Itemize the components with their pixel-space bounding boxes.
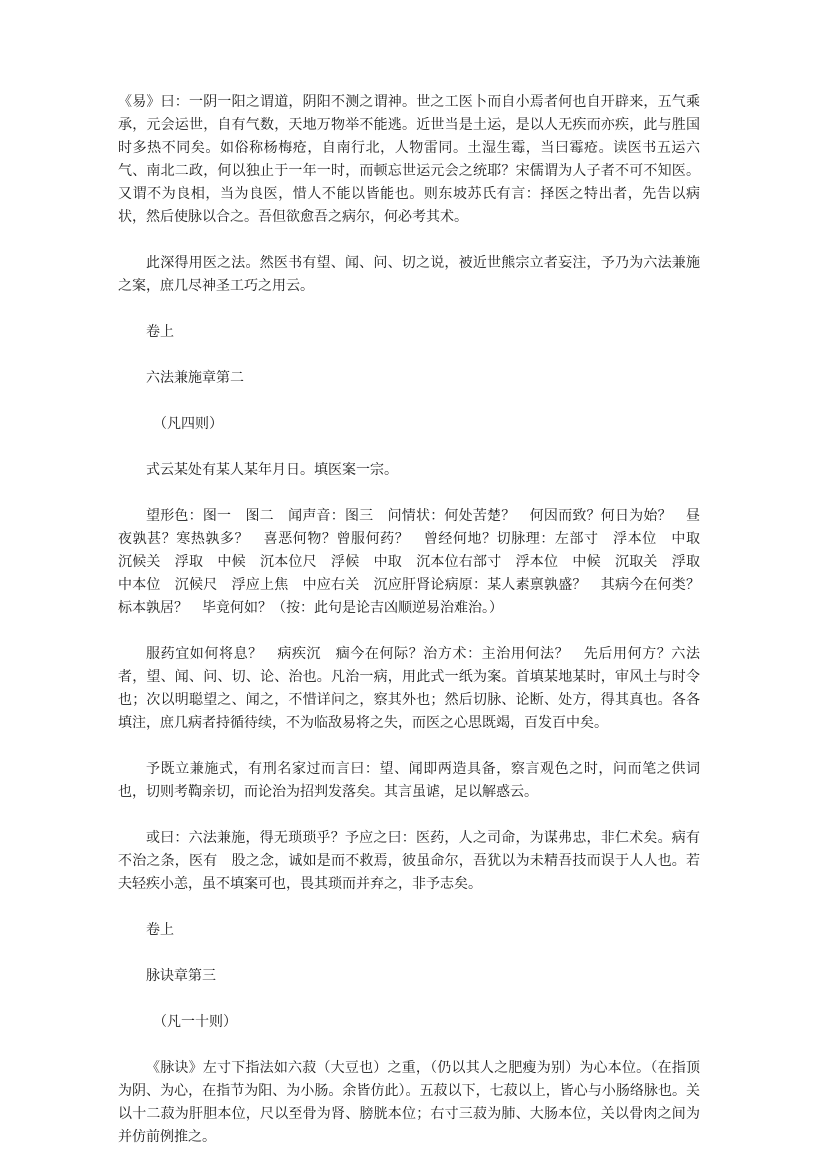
document-page	[118, 91, 714, 1172]
paragraph-dialogue: 或曰：六法兼施，得无琐琐乎？予应之曰：医药，人之司命，为谋弗忠，非仁术矣。病有不治之条，医有 股之念，诚如是而不救焉，彼虽命尔，吾犹以为未精吾技而误于人人也。若夫轻疾小恙，虽不填案可也，畏其琐而并弃之，非予志矣。	[118, 830, 700, 892]
chapter-heading-2: 脉诀章第三	[146, 968, 216, 984]
chapter-note: （凡四则）	[153, 416, 223, 432]
volume-heading: 卷上	[146, 324, 174, 340]
paragraph-method: 此深得用医之法。然医书有望、闻、问、切之说，被近世熊宗立者妄注，予乃为六法兼施之案，庶几尽神圣工巧之用云。	[118, 255, 700, 294]
paragraph-form: 式云某处有某人某年月日。填医案一宗。	[146, 462, 398, 478]
paragraph-pulse: 《脉诀》左寸下指法如六菽（大豆也）之重，（仍以其人之肥瘦为别）为心本位。（在指顶为阴、为心，在指节为阳、为小肠。余皆仿此）。五菽以下，七菽以上，皆心与小肠络脉也。关以十二菽为肝胆本位，尺以至骨为肾、膀胱本位；右寸三菽为肺、大肠本位，关以骨肉之间为并仿前例推之。	[118, 1060, 700, 1145]
paragraph-intro: 《易》曰：一阴一阳之谓道，阴阳不测之谓神。世之工医卜而自小焉者何也自开辟来，五气乘承，元会运世，自有气数，天地万物举不能逃。近世当是土运，是以人无疾而亦疾，此与胜国时多热不同矣。如俗称杨梅疮，自南行北，人物雷同。土湿生霉，当曰霉疮。读医书五运六气、南北二政，何以独止于一年一时，而顿忘世运元会之统耶？宋儒谓为人子者不可不知医。又谓不为良相，当为良医，惜人不能以皆能也。则东坡苏氏有言：择医之特出者，先告以病状，然后使脉以合之。吾但欲愈吾之病尔，何必考其术。	[118, 94, 700, 225]
chapter-note-2: （凡一十则）	[153, 1014, 237, 1030]
paragraph-medication: 服药宜如何将息？ 病疾沉 痼今在何际？治方术：主治用何法？ 先后用何方？六法者，望、闻、问、切、论、治也。凡治一病，用此式一纸为案。首填某地某时，审风土与时令也；次以明聪望之、闻之，不惜详问之，察其外也；然后切脉、论断、处方，得其真也。各各填注，庶几病者持循待续，不为临敌易将之失，而医之心思既竭，百发百中矣。	[118, 646, 700, 731]
chapter-heading: 六法兼施章第二	[146, 370, 244, 386]
volume-heading-2: 卷上	[146, 922, 174, 938]
paragraph-examination: 望形色：图一 图二 闻声音：图三 问情状：何处苦楚？ 何因而致？何日为始？ 昼夜孰甚？寒热孰多？ 喜恶何物？曾服何药？ 曾经何地？切脉理：左部寸 浮本位 中取 沉候关 浮取 中候 沉本位尺 浮候 中取 沉本位右部寸 浮本位 中候 沉取关 浮取 中本位 沉候尺 浮应上焦 中应右关 沉应肝肾论病原：某人素禀孰盛？ 其病今在何类？标本孰居？ 毕竟何如？（按：此句是论吉凶顺逆易治难治。）	[118, 508, 714, 616]
paragraph-explanation: 予既立兼施式，有刑名家过而言曰：望、闻即两造具备，察言观色之时，问而笔之供词也，切则考鞫亲切，而论治为招判发落矣。其言虽谑，足以解惑云。	[118, 761, 700, 800]
